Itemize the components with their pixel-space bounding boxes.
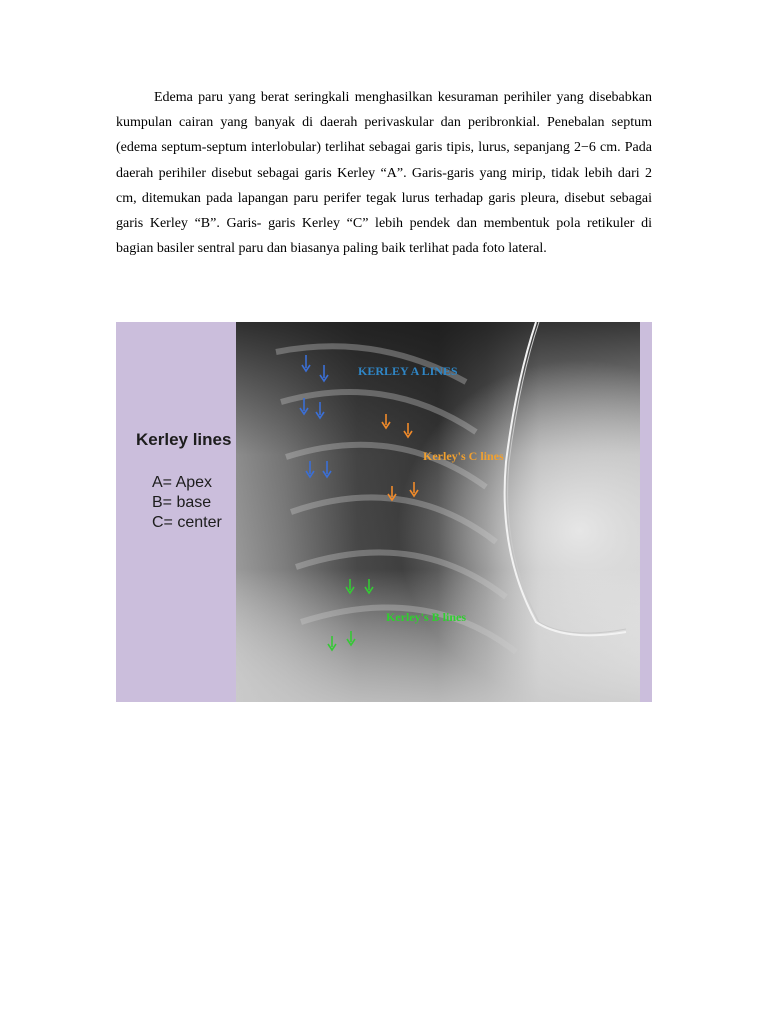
legend-panel [116, 322, 236, 702]
label-kerley-b-lines: Kerley's B lines [386, 610, 466, 624]
body-paragraph: Edema paru yang berat seringkali menghasilkan kesuraman perihiler yang disebabkan kumpulan cairan yang banyak di daerah perivaskular dan peribronkial. Penebalan septum (edema septum-septum interlobular) terlihat sebagai garis tipis, lurus, sepanjang 2−6 cm. Pada daerah perihiler disebut sebagai garis Kerley “A”. Garis-garis yang mirip, tidak lebih dari 2 cm, ditemukan pada lapangan paru perifer tegak lurus terhadap garis pleura, disebut sebagai garis Kerley “B”. Garis- garis Kerley “C” lebih pendek dan membentuk pola retikuler di bagian basiler sentral paru dan biasanya paling baik terlihat pada foto lateral. [116, 90, 652, 257]
chest-xray-image [236, 322, 640, 702]
legend-title: Kerley lines [136, 430, 232, 449]
right-border-strip [640, 322, 652, 702]
label-kerley-c-lines: Kerley's C lines [423, 449, 504, 463]
kerley-lines-figure [116, 322, 652, 702]
legend-item-apex: A= Apex [152, 474, 213, 491]
legend-item-base: B= base [152, 494, 212, 511]
label-kerley-a-lines: KERLEY A LINES [358, 364, 458, 378]
legend-list [152, 473, 222, 533]
legend-item-center: C= center [152, 514, 222, 531]
